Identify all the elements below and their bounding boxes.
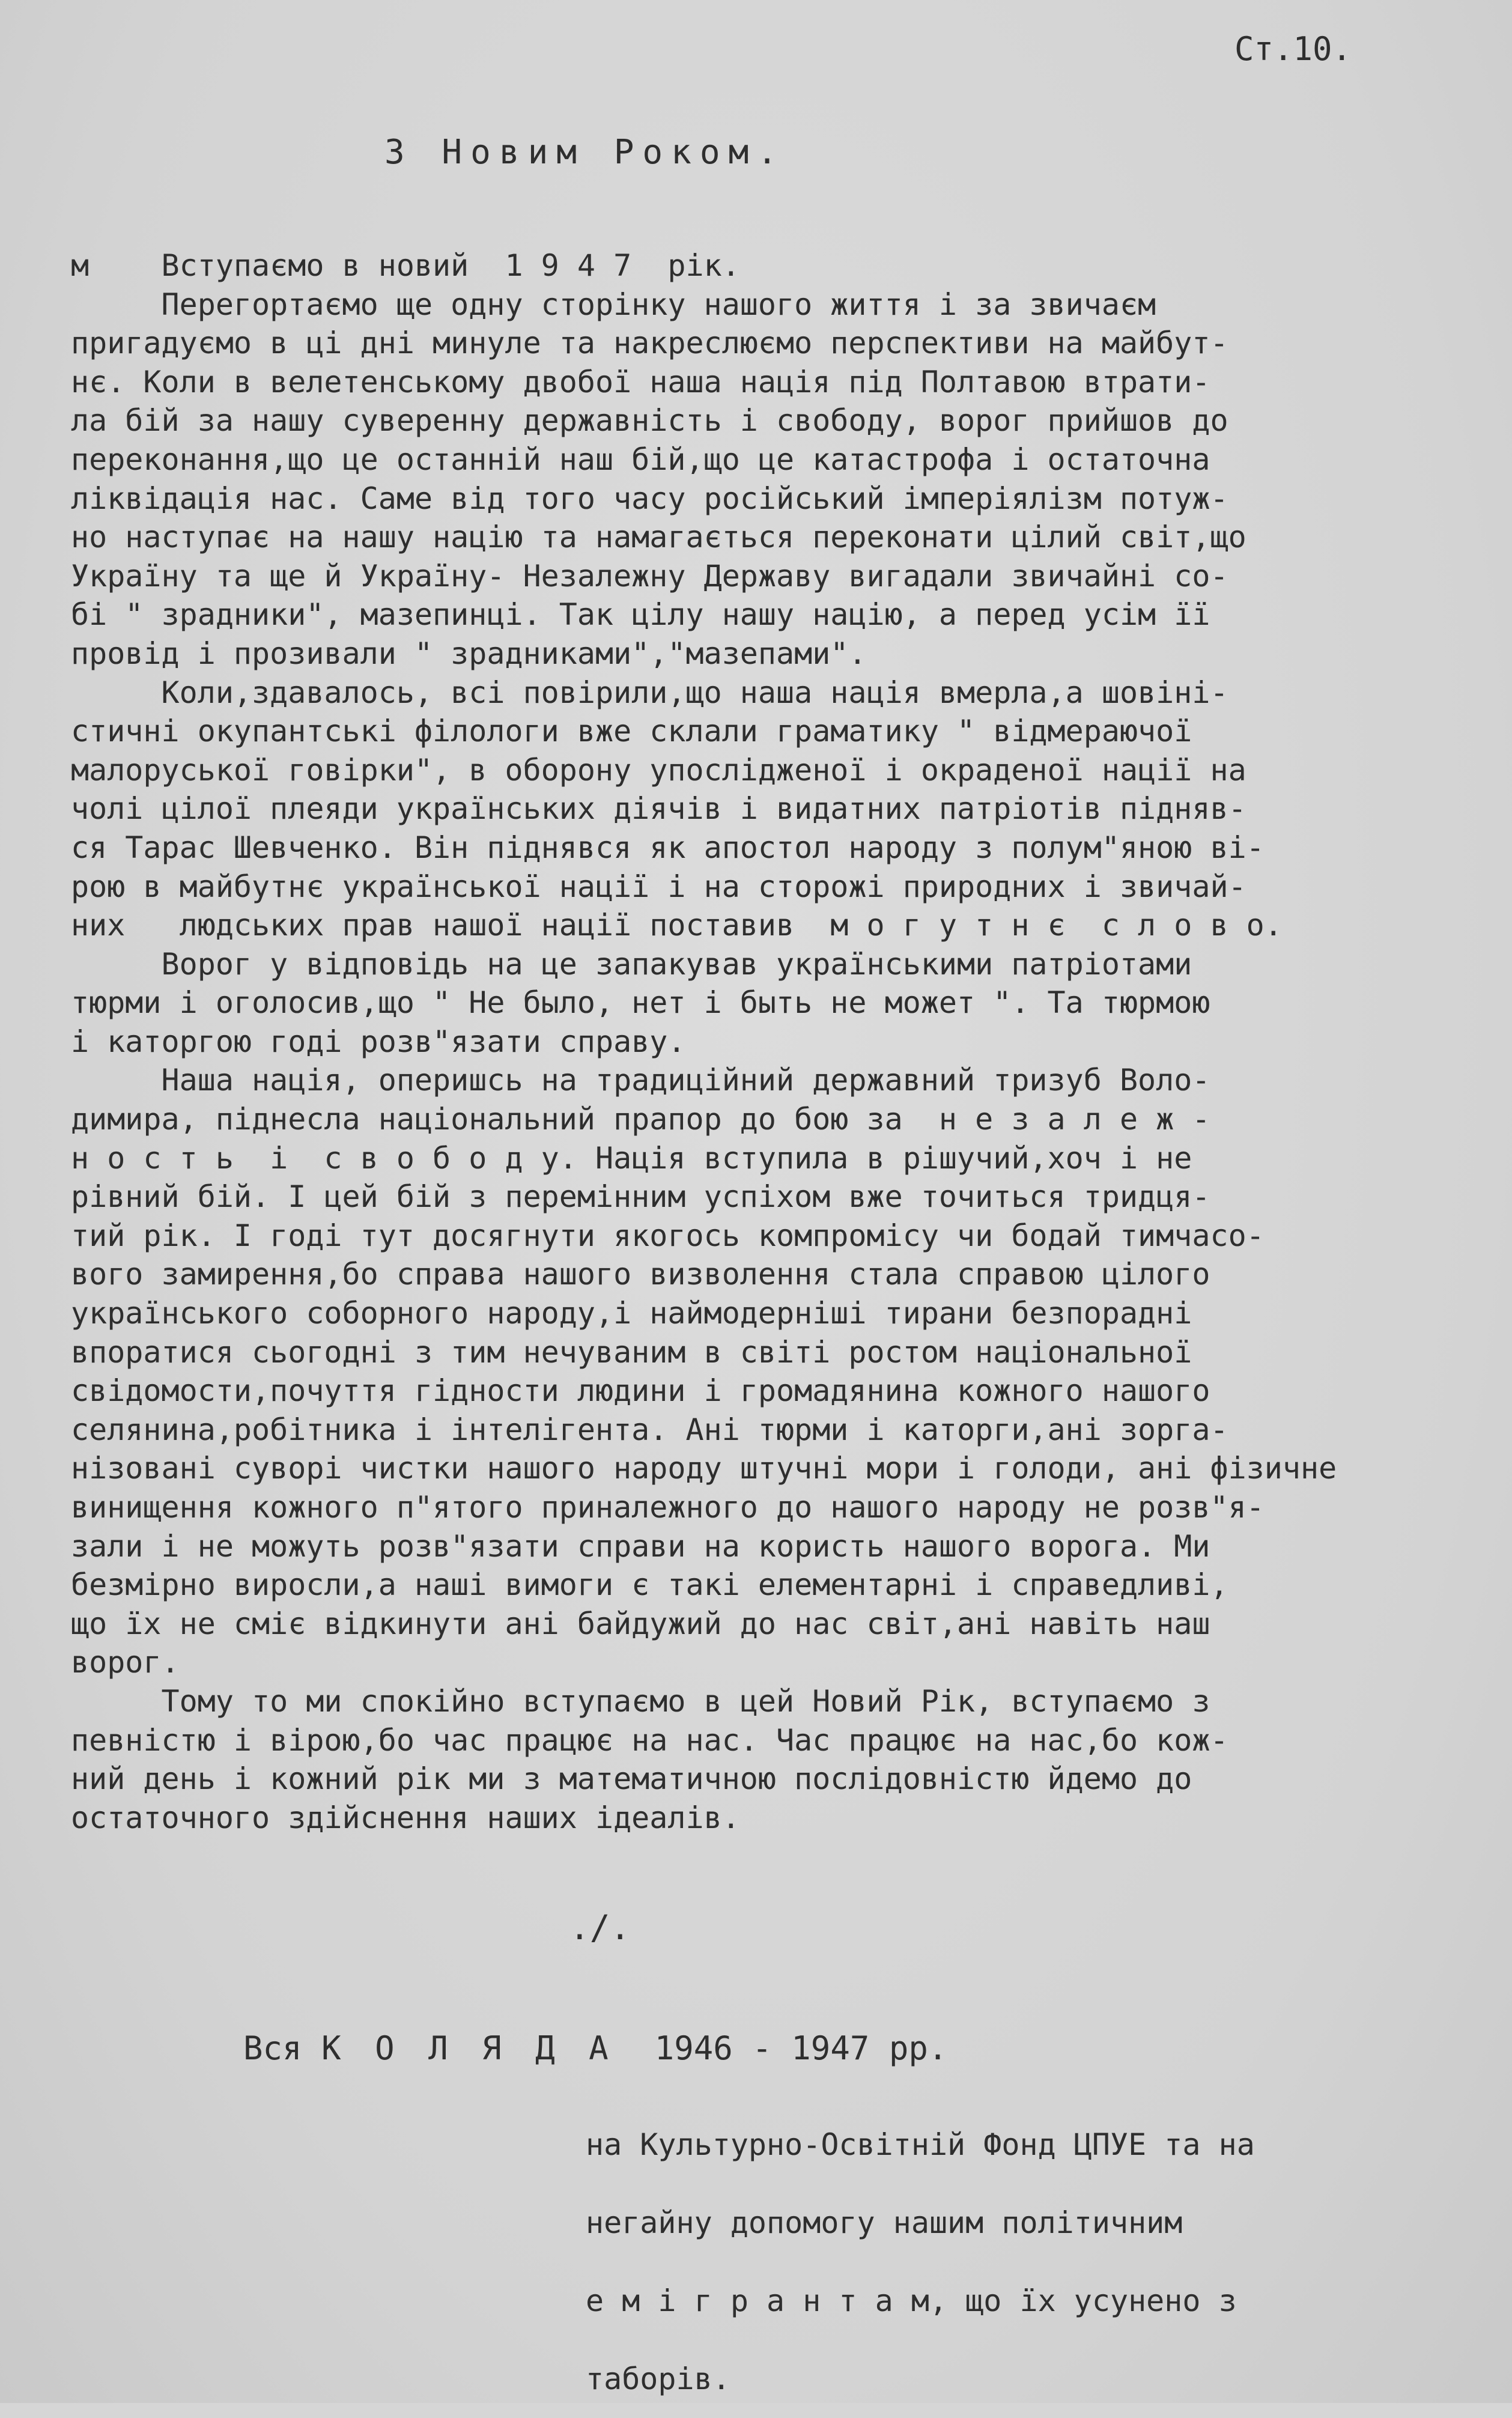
- body-line: рівний бій. І цей бій з перемінним успіхом вже точиться тридця-: [71, 1179, 1210, 1215]
- body-line: ліквідація нас. Саме від того часу російський імперіялізм потуж-: [71, 481, 1228, 516]
- body-line: нізовані суворі чистки нашого народу штучні мори і голоди, ані фізичне: [71, 1451, 1337, 1486]
- koliada-heading: [243, 2029, 947, 2068]
- body-line: пригадуємо в ці дні минуле та накреслюємо перспективи на майбут-: [71, 326, 1228, 361]
- body-line: Ворог у відповідь на це запакував українськими патріотами: [71, 946, 1192, 982]
- purpose-line: негайну допомогу нашим політичним: [586, 2205, 1183, 2240]
- body-line: Україну та ще й Україну- Незалежну Державу вигадали звичайні со-: [71, 558, 1228, 594]
- body-line: малоруської говірки", в оборону упослідженої і окраденої нації на: [71, 752, 1246, 788]
- koliada-prefix: Вся: [243, 2029, 302, 2067]
- body-line: нє. Коли в велетенському двобої наша нація під Полтавою втрати-: [71, 364, 1210, 399]
- body-line: свідомости,почуття гідности людини і громадянина кожного нашого: [71, 1373, 1210, 1409]
- body-line: ся Тарас Шевченко. Він піднявся як апостол народу з полум"яною ві-: [71, 830, 1265, 865]
- body-line: ла бій за нашу суверенну державність і свободу, ворог прийшов до: [71, 403, 1228, 439]
- body-line: певністю і вірою,бо час працює на нас. Час працює на нас,бо кож-: [71, 1722, 1228, 1758]
- body-line: Тому то ми спокійно вступаємо в цей Новий Рік, вступаємо з: [71, 1683, 1210, 1719]
- body-line: переконання,що це останній наш бій,що це катастрофа і остаточна: [71, 442, 1210, 477]
- body-line: тюрми і оголосив,що " Не было, нет і быть не может ". Та тюрмою: [71, 985, 1210, 1021]
- body-line: селянина,робітника і інтелігента. Ані тюрми і каторги,ані зорга-: [71, 1412, 1228, 1447]
- body-line: Коли,здавалось, всі повірили,що наша нація вмерла,а шовіні-: [71, 675, 1228, 710]
- body-line: димира, піднесла національний прапор до бою за н е з а л е ж -: [71, 1102, 1210, 1137]
- koliada-purpose: [586, 2106, 1255, 2418]
- body-line: ворог.: [71, 1645, 180, 1680]
- body-line: но наступає на нашу націю та намагається переконати цілий світ,що: [71, 520, 1246, 555]
- koliada-years: 1946 - 1947 рр.: [654, 2029, 948, 2067]
- purpose-line: таборів.: [586, 2362, 730, 2396]
- page-number: Ст.10.: [1234, 30, 1352, 68]
- body-line: м Вступаємо в новий 1 9 4 7 рік.: [71, 248, 740, 283]
- body-line: винищення кожного п"ятого приналежного до нашого народу не розв"я-: [71, 1490, 1265, 1525]
- body-line: остаточного здійснення наших ідеалів.: [71, 1800, 740, 1835]
- purpose-line: на Культурно-Освітній Фонд ЦПУЕ та на: [586, 2127, 1255, 2162]
- body-line: них людських прав нашої нації поставив м о г у т н є с л о в о.: [71, 908, 1283, 943]
- body-line: н о с т ь і с в о б о д у. Нація вступила в рішучий,хоч і не: [71, 1140, 1192, 1176]
- section-separator: ./.: [569, 1909, 631, 1948]
- body-line: бі " зрадники", мазепинці. Так цілу нашу націю, а перед усім її: [71, 597, 1210, 633]
- body-line: стичні окупантські філологи вже склали граматику " відмераючої: [71, 714, 1192, 749]
- body-line: Наша нація, оперишсь на традиційний державний тризуб Воло-: [71, 1063, 1210, 1098]
- body-line: українського соборного народу,і наймодерніші тирани безпорадні: [71, 1296, 1192, 1331]
- body-line: і каторгою годі розв"язати справу.: [71, 1024, 686, 1059]
- body-line: безмірно виросли,а наші вимоги є такі елементарні і справедливі,: [71, 1567, 1228, 1603]
- body-line: чолі цілої плеяди українських діячів і видатних патріотів підняв-: [71, 791, 1246, 827]
- page-title: З Новим Роком.: [384, 133, 786, 172]
- koliada-word: К О Л Я Д А: [321, 2029, 616, 2067]
- purpose-line: е м і г р а н т а м, що їх усунено з: [586, 2283, 1237, 2318]
- body-line: рою в майбутнє української нації і на сторожі природних і звичай-: [71, 869, 1246, 904]
- article-body: [71, 246, 1453, 1837]
- body-line: ний день і кожний рік ми з математичною послідовністю йдемо до: [71, 1761, 1192, 1797]
- body-line: вого замирення,бо справа нашого визволення стала справою цілого: [71, 1257, 1210, 1292]
- body-line: зали і не можуть розв"язати справи на користь нашого ворога. Ми: [71, 1528, 1210, 1564]
- body-line: що їх не сміє відкинути ані байдужий до нас світ,ані навіть наш: [71, 1606, 1210, 1641]
- body-line: провід і прозивали " зрадниками","мазепами".: [71, 636, 867, 671]
- body-line: Перегортаємо ще одну сторінку нашого життя і за звичаєм: [71, 287, 1156, 322]
- body-line: впоратися сьогодні з тим нечуваним в світі ростом національної: [71, 1334, 1192, 1370]
- body-line: тий рік. І годі тут досягнути якогось компромісу чи бодай тимчасо-: [71, 1218, 1265, 1253]
